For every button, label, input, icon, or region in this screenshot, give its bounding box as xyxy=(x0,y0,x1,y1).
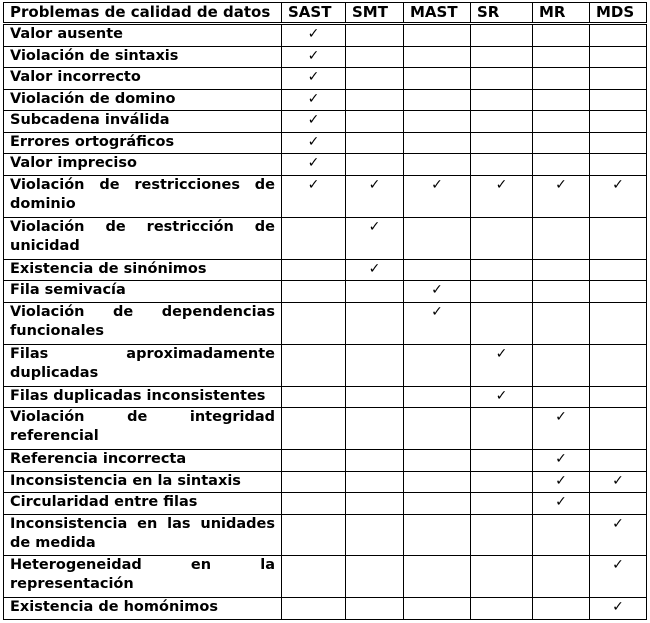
table-row xyxy=(4,217,647,259)
cell-sast xyxy=(282,344,346,386)
problem-label: Violación de restricción de unicidad xyxy=(4,217,282,259)
cell-mr xyxy=(533,302,590,344)
cell-smt xyxy=(346,217,404,259)
cell-sr xyxy=(471,514,533,556)
cell-mr xyxy=(533,514,590,556)
cell-mds xyxy=(590,89,647,111)
problem-label: Violación de restricciones de dominio xyxy=(4,175,282,217)
checkmark-icon: ✓ xyxy=(495,176,508,193)
checkmark-icon: ✓ xyxy=(612,472,624,489)
cell-sast xyxy=(282,154,346,176)
cell-mr xyxy=(533,449,590,471)
header-row xyxy=(4,3,647,24)
cell-smt xyxy=(346,259,404,281)
cell-mr xyxy=(533,344,590,386)
checkmark-icon: ✓ xyxy=(307,26,320,42)
cell-sr xyxy=(471,408,533,450)
table-body xyxy=(4,24,647,620)
checkmark-icon: ✓ xyxy=(307,47,320,64)
cell-mr xyxy=(533,46,590,68)
cell-mast xyxy=(404,449,471,471)
cell-mds xyxy=(590,132,647,154)
cell-smt xyxy=(346,514,404,556)
cell-sast xyxy=(282,493,346,515)
cell-sr xyxy=(471,24,533,47)
cell-sast xyxy=(282,175,346,217)
checkmark-icon: ✓ xyxy=(612,599,624,616)
cell-smt xyxy=(346,89,404,111)
checkmark-icon: ✓ xyxy=(555,494,567,511)
table-row xyxy=(4,259,647,281)
checkmark-icon: ✓ xyxy=(555,472,567,489)
cell-mast xyxy=(404,514,471,556)
table-row xyxy=(4,408,647,450)
cell-sast xyxy=(282,217,346,259)
checkmark-icon: ✓ xyxy=(307,133,320,150)
table-row xyxy=(4,46,647,68)
problem-label: Inconsistencia en la sintaxis xyxy=(4,471,282,493)
cell-smt xyxy=(346,24,404,47)
cell-sr xyxy=(471,493,533,515)
cell-sast xyxy=(282,598,346,620)
cell-mast xyxy=(404,132,471,154)
problem-label: Valor impreciso xyxy=(4,154,282,176)
checkmark-icon: ✓ xyxy=(307,112,320,129)
table-row xyxy=(4,471,647,493)
cell-sr xyxy=(471,471,533,493)
cell-mds xyxy=(590,302,647,344)
cell-sr xyxy=(471,68,533,90)
cell-sr xyxy=(471,217,533,259)
cell-sast xyxy=(282,259,346,281)
cell-sr xyxy=(471,154,533,176)
cell-sast xyxy=(282,46,346,68)
table-row xyxy=(4,132,647,154)
cell-mds xyxy=(590,344,647,386)
cell-smt xyxy=(346,556,404,598)
cell-mds xyxy=(590,556,647,598)
table-row xyxy=(4,344,647,386)
cell-mr xyxy=(533,111,590,133)
cell-mast xyxy=(404,281,471,303)
table-row xyxy=(4,302,647,344)
cell-sast xyxy=(282,449,346,471)
checkmark-icon: ✓ xyxy=(307,176,320,193)
table-row xyxy=(4,68,647,90)
problem-label: Valor ausente xyxy=(4,24,282,47)
problem-label: Filas duplicadas inconsistentes xyxy=(4,386,282,408)
cell-mr xyxy=(533,471,590,493)
problem-label: Existencia de homónimos xyxy=(4,598,282,620)
checkmark-icon: ✓ xyxy=(431,282,443,299)
cell-sr xyxy=(471,281,533,303)
cell-sast xyxy=(282,89,346,111)
cell-mr xyxy=(533,68,590,90)
cell-smt xyxy=(346,175,404,217)
cell-sr xyxy=(471,598,533,620)
cell-mds xyxy=(590,24,647,47)
cell-sr xyxy=(471,89,533,111)
cell-mds xyxy=(590,46,647,68)
cell-sast xyxy=(282,132,346,154)
problem-label: Valor incorrecto xyxy=(4,68,282,90)
checkmark-icon: ✓ xyxy=(612,557,624,574)
problem-label: Circularidad entre filas xyxy=(4,493,282,515)
cell-mast xyxy=(404,408,471,450)
cell-sast xyxy=(282,556,346,598)
problem-label: Referencia incorrecta xyxy=(4,449,282,471)
cell-mast xyxy=(404,259,471,281)
cell-smt xyxy=(346,344,404,386)
cell-mds xyxy=(590,386,647,408)
table-row xyxy=(4,598,647,620)
cell-mr xyxy=(533,24,590,47)
cell-sast xyxy=(282,514,346,556)
cell-mast xyxy=(404,344,471,386)
checkmark-icon: ✓ xyxy=(307,90,320,107)
table-row xyxy=(4,386,647,408)
cell-sast xyxy=(282,68,346,90)
cell-mr xyxy=(533,154,590,176)
cell-mast xyxy=(404,302,471,344)
cell-mast xyxy=(404,24,471,47)
cell-mds xyxy=(590,471,647,493)
cell-smt xyxy=(346,408,404,450)
cell-sr xyxy=(471,175,533,217)
cell-sr xyxy=(471,302,533,344)
checkmark-icon: ✓ xyxy=(431,176,443,193)
cell-mr xyxy=(533,493,590,515)
cell-sr xyxy=(471,259,533,281)
problem-column-header: Problemas de calidad de datos xyxy=(4,3,282,24)
problem-label: Violación de integridad referencial xyxy=(4,408,282,450)
column-header-mast: MAST xyxy=(404,3,471,24)
cell-sast xyxy=(282,281,346,303)
cell-smt xyxy=(346,386,404,408)
data-quality-table xyxy=(3,2,647,620)
cell-mast xyxy=(404,493,471,515)
table-row xyxy=(4,514,647,556)
column-header-mds: MDS xyxy=(590,3,647,24)
checkmark-icon: ✓ xyxy=(495,345,508,362)
cell-mds xyxy=(590,111,647,133)
cell-sast xyxy=(282,471,346,493)
cell-smt xyxy=(346,281,404,303)
checkmark-icon: ✓ xyxy=(555,409,567,426)
cell-mds xyxy=(590,154,647,176)
cell-mast xyxy=(404,68,471,90)
checkmark-icon: ✓ xyxy=(612,176,624,193)
cell-sast xyxy=(282,408,346,450)
table-row xyxy=(4,111,647,133)
cell-smt xyxy=(346,111,404,133)
problem-label: Heterogeneidad en la representación xyxy=(4,556,282,598)
problem-label: Violación de domino xyxy=(4,89,282,111)
cell-sr xyxy=(471,556,533,598)
column-header-sr: SR xyxy=(471,3,533,24)
problem-label: Errores ortográficos xyxy=(4,132,282,154)
cell-smt xyxy=(346,68,404,90)
cell-smt xyxy=(346,132,404,154)
checkmark-icon: ✓ xyxy=(307,69,320,86)
cell-smt xyxy=(346,493,404,515)
checkmark-icon: ✓ xyxy=(368,218,381,235)
cell-mast xyxy=(404,598,471,620)
cell-mr xyxy=(533,89,590,111)
cell-mr xyxy=(533,217,590,259)
cell-sr xyxy=(471,449,533,471)
checkmark-icon: ✓ xyxy=(368,176,381,193)
problem-label: Existencia de sinónimos xyxy=(4,259,282,281)
cell-sast xyxy=(282,111,346,133)
problem-label: Violación de sintaxis xyxy=(4,46,282,68)
cell-mast xyxy=(404,175,471,217)
table-row xyxy=(4,154,647,176)
problem-label: Filas aproximadamente duplicadas xyxy=(4,344,282,386)
cell-mds xyxy=(590,217,647,259)
checkmark-icon: ✓ xyxy=(555,176,567,193)
cell-mds xyxy=(590,281,647,303)
cell-sr xyxy=(471,132,533,154)
checkmark-icon: ✓ xyxy=(431,303,443,320)
cell-mds xyxy=(590,408,647,450)
cell-smt xyxy=(346,46,404,68)
column-header-sast: SAST xyxy=(282,3,346,24)
cell-mds xyxy=(590,493,647,515)
cell-mr xyxy=(533,259,590,281)
cell-mds xyxy=(590,259,647,281)
problem-label: Inconsistencia en las unidades de medida xyxy=(4,514,282,556)
cell-sr xyxy=(471,111,533,133)
cell-smt xyxy=(346,154,404,176)
cell-sr xyxy=(471,386,533,408)
table-row xyxy=(4,281,647,303)
cell-mr xyxy=(533,281,590,303)
problem-label: Violación de dependencias funcionales xyxy=(4,302,282,344)
cell-mr xyxy=(533,408,590,450)
cell-mds xyxy=(590,68,647,90)
cell-mast xyxy=(404,386,471,408)
table-row xyxy=(4,24,647,47)
cell-mr xyxy=(533,556,590,598)
cell-mast xyxy=(404,154,471,176)
cell-mast xyxy=(404,471,471,493)
cell-mast xyxy=(404,46,471,68)
table-row xyxy=(4,556,647,598)
problem-label: Subcadena inválida xyxy=(4,111,282,133)
checkmark-icon: ✓ xyxy=(495,387,508,404)
checkmark-icon: ✓ xyxy=(368,260,381,277)
cell-smt xyxy=(346,598,404,620)
cell-mr xyxy=(533,386,590,408)
table-row xyxy=(4,449,647,471)
cell-smt xyxy=(346,471,404,493)
cell-sr xyxy=(471,46,533,68)
cell-mds xyxy=(590,449,647,471)
cell-smt xyxy=(346,302,404,344)
cell-mast xyxy=(404,111,471,133)
cell-mast xyxy=(404,556,471,598)
checkmark-icon: ✓ xyxy=(612,515,624,532)
cell-sr xyxy=(471,344,533,386)
cell-sast xyxy=(282,386,346,408)
table-row xyxy=(4,89,647,111)
cell-smt xyxy=(346,449,404,471)
column-header-smt: SMT xyxy=(346,3,404,24)
cell-mast xyxy=(404,89,471,111)
problem-label: Fila semivacía xyxy=(4,281,282,303)
cell-mds xyxy=(590,598,647,620)
cell-sast xyxy=(282,302,346,344)
cell-sast xyxy=(282,24,346,47)
table-row xyxy=(4,493,647,515)
cell-mds xyxy=(590,514,647,556)
cell-mds xyxy=(590,175,647,217)
table-row xyxy=(4,175,647,217)
cell-mr xyxy=(533,132,590,154)
checkmark-icon: ✓ xyxy=(307,155,320,172)
checkmark-icon: ✓ xyxy=(555,450,567,467)
column-header-mr: MR xyxy=(533,3,590,24)
cell-mr xyxy=(533,175,590,217)
cell-mr xyxy=(533,598,590,620)
cell-mast xyxy=(404,217,471,259)
